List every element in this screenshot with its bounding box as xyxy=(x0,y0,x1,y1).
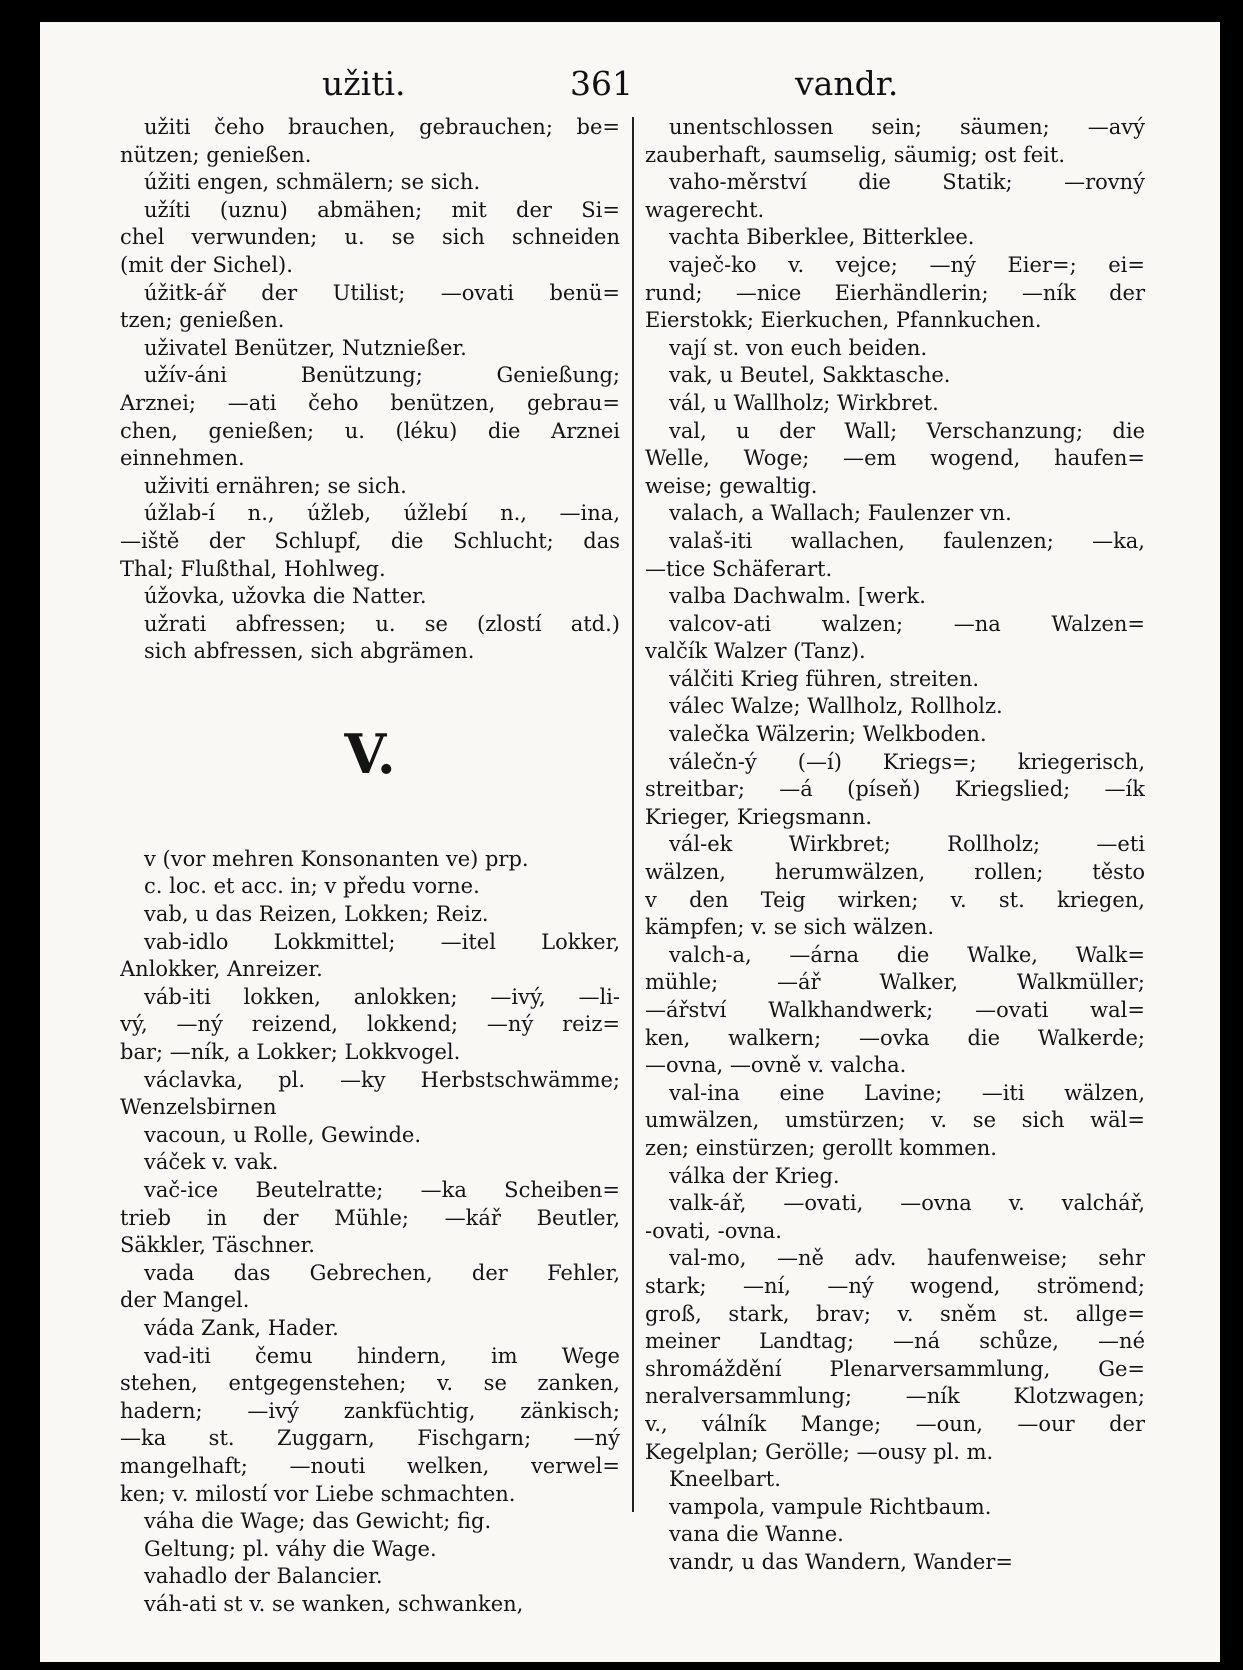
text-line: valečka Wälzerin; Welkboden. xyxy=(669,722,987,747)
text-line: váček v. vak. xyxy=(144,1150,279,1175)
text-line: Welle, Woge; —em wogend, haufen= xyxy=(645,446,1145,471)
text-line: valk-ář, —ovati, —ovna v. valchář, xyxy=(669,1191,1145,1216)
text-line: Geltung; pl. váhy die Wage. xyxy=(144,1536,437,1561)
text-line: Kneelbart. xyxy=(669,1467,781,1492)
text-line: vahadlo der Balancier. xyxy=(144,1564,383,1589)
text-line: úžlab-í n., úžleb, úžlebí n., —ina, xyxy=(144,501,620,526)
right-entries xyxy=(645,114,1145,1576)
text-line: váb-iti lokken, anlokken; —ivý, —li- xyxy=(144,984,620,1009)
header-right-guide-word: vandr. xyxy=(795,64,899,103)
text-line: užrati abfressen; u. se (zlostí atd.) xyxy=(144,611,620,636)
text-line: Eierstokk; Eierkuchen, Pfannkuchen. xyxy=(645,308,1042,333)
text-line: tzen; genießen. xyxy=(120,308,285,333)
text-line: streitbar; —á (píseň) Kriegslied; —ík xyxy=(645,777,1145,802)
text-line: užiti čeho brauchen, gebrauchen; be= xyxy=(144,115,620,139)
text-line: -ovati, -ovna. xyxy=(645,1218,782,1243)
text-line: Kegelplan; Gerölle; —ousy pl. m. xyxy=(645,1439,994,1464)
text-line: stehen, entgegenstehen; v. se zanken, xyxy=(120,1371,620,1396)
text-line: Krieger, Kriegsmann. xyxy=(645,804,873,829)
text-line: chen, genießen; u. (léku) die Arznei xyxy=(120,418,620,443)
text-line: val-mo, —ně adv. haufenweise; sehr xyxy=(669,1246,1145,1271)
left-column xyxy=(120,114,620,1644)
text-line: wälzen, herumwälzen, rollen; těsto xyxy=(645,860,1145,885)
text-line: vana die Wanne. xyxy=(669,1522,844,1547)
text-line: valcov-ati walzen; —na Walzen= xyxy=(669,611,1145,636)
text-line: —ovna, —ovně v. valcha. xyxy=(645,1053,907,1078)
text-line: val-ina eine Lavine; —iti wälzen, xyxy=(669,1080,1145,1105)
text-line: wagerecht. xyxy=(645,197,765,222)
text-line: neralversammlung; —ník Klotzwagen; xyxy=(645,1384,1145,1409)
text-line: válka der Krieg. xyxy=(669,1163,840,1188)
text-line: mühle; —ář Walker, Walkmüller; xyxy=(645,970,1145,995)
text-line: kämpfen; v. se sich wälzen. xyxy=(645,915,935,940)
text-line: vampola, vampule Richtbaum. xyxy=(669,1494,992,1519)
text-line: umwälzen, umstürzen; v. se sich wäl= xyxy=(645,1108,1145,1133)
text-line: zen; einstürzen; gerollt kommen. xyxy=(645,1135,997,1160)
text-line: václavka, pl. —ky Herbstschwämme; xyxy=(144,1067,620,1092)
text-line: ken, walkern; —ovka die Walkerde; xyxy=(645,1025,1145,1050)
left-entries-after-heading xyxy=(120,846,620,1619)
text-line: (mit der Sichel). xyxy=(120,252,293,277)
text-line: groß, stark, brav; v. sněm st. allge= xyxy=(645,1301,1145,1326)
text-line: vaječ-ko v. vejce; —ný Eier=; ei= xyxy=(669,252,1145,277)
text-line: bar; —ník, a Lokker; Lokkvogel. xyxy=(120,1040,461,1065)
text-line: vada das Gebrechen, der Fehler, xyxy=(144,1260,620,1285)
text-line: trieb in der Mühle; —kář Beutler, xyxy=(120,1205,620,1230)
text-line: váh-ati st v. se wanken, schwanken, xyxy=(144,1591,524,1616)
text-line: v., válník Mange; —oun, —our der xyxy=(645,1411,1145,1436)
page-number: 361 xyxy=(570,64,633,103)
text-line: vak, u Beutel, Sakktasche. xyxy=(669,363,951,388)
text-line: úžovka, užovka die Natter. xyxy=(144,584,427,609)
text-line: Säkkler, Täschner. xyxy=(120,1233,315,1258)
header-left-guide-word: užiti. xyxy=(322,64,406,103)
text-line: valba Dachwalm. [werk. xyxy=(669,584,926,609)
text-line: hadern; —ivý zankfüchtig, zänkisch; xyxy=(120,1398,620,1423)
text-line: úžiti engen, schmälern; se sich. xyxy=(144,170,481,195)
text-line: —tice Schäferart. xyxy=(645,556,833,581)
text-line: vandr, u das Wandern, Wander= xyxy=(669,1549,1013,1574)
section-letter-heading: V. xyxy=(344,721,396,786)
text-line: unentschlossen sein; säumen; —avý xyxy=(669,115,1145,139)
text-line: váda Zank, Hader. xyxy=(144,1315,339,1340)
text-line: uživiti ernähren; se sich. xyxy=(144,473,407,498)
text-line: válec Walze; Wallholz, Rollholz. xyxy=(669,694,1003,719)
text-line: vacoun, u Rolle, Gewinde. xyxy=(144,1122,422,1147)
text-line: meiner Landtag; —ná schůze, —né xyxy=(645,1329,1145,1354)
text-line: einnehmen. xyxy=(120,446,245,471)
text-line: ken; v. milostí vor Liebe schmachten. xyxy=(120,1481,516,1506)
text-line: uživatel Benützer, Nutznießer. xyxy=(144,335,467,360)
text-line: válečn-ý (—í) Kriegs=; kriegerisch, xyxy=(669,749,1145,774)
text-line: v den Teig wirken; v. st. kriegen, xyxy=(645,887,1145,912)
page-header xyxy=(40,64,1220,114)
text-line: shromáždění Plenarversammlung, Ge= xyxy=(645,1356,1145,1381)
text-line: váha die Wage; das Gewicht; fig. xyxy=(144,1509,492,1534)
text-line: sich abfressen, sich abgrämen. xyxy=(144,639,475,664)
dictionary-page xyxy=(40,22,1220,1662)
text-line: chel verwunden; u. se sich schneiden xyxy=(120,225,620,250)
text-line: vachta Biberklee, Bitterklee. xyxy=(669,225,975,250)
text-line: Wenzelsbirnen xyxy=(120,1095,277,1120)
left-entries-before-heading xyxy=(120,114,620,666)
text-line: valčík Walzer (Tanz). xyxy=(645,639,866,664)
text-line: —ka st. Zuggarn, Fischgarn; —ný xyxy=(120,1426,620,1451)
text-line: rund; —nice Eierhändlerin; —ník der xyxy=(645,280,1145,305)
text-line: c. loc. et acc. in; v předu vorne. xyxy=(144,874,480,899)
text-line: v (vor mehren Konsonanten ve) prp. xyxy=(144,846,529,871)
text-line: vaho-měrství die Statik; —rovný xyxy=(669,170,1145,195)
text-line: vab, u das Reizen, Lokken; Reiz. xyxy=(144,902,489,927)
text-line: Thal; Flußthal, Hohlweg. xyxy=(120,556,386,581)
text-line: vál-ek Wirkbret; Rollholz; —eti xyxy=(669,832,1145,857)
text-line: úžitk-ář der Utilist; —ovati benü= xyxy=(144,280,620,305)
right-column xyxy=(645,114,1145,1644)
text-line: válčiti Krieg führen, streiten. xyxy=(669,666,980,691)
text-line: weise; gewaltig. xyxy=(645,473,818,498)
text-line: val, u der Wall; Verschanzung; die xyxy=(669,418,1145,443)
text-line: valch-a, —árna die Walke, Walk= xyxy=(669,942,1145,967)
text-line: vač-ice Beutelratte; —ka Scheiben= xyxy=(144,1178,620,1202)
text-line: vál, u Wallholz; Wirkbret. xyxy=(669,390,939,415)
scan-edge-bar xyxy=(0,0,22,1670)
text-line: stark; —ní, —ný wogend, strömend; xyxy=(645,1273,1145,1298)
text-line: zauberhaft, saumselig, säumig; ost feit. xyxy=(645,142,1065,167)
text-line: vý, —ný reizend, lokkend; —ný reiz= xyxy=(120,1012,620,1037)
text-line: mangelhaft; —nouti welken, verwel= xyxy=(120,1453,620,1478)
text-line: vají st. von euch beiden. xyxy=(669,335,928,360)
text-line: Anlokker, Anreizer. xyxy=(120,957,323,982)
text-line: valach, a Wallach; Faulenzer vn. xyxy=(669,501,1012,526)
text-line: valaš-iti wallachen, faulenzen; —ka, xyxy=(669,528,1145,553)
text-line: užíti (uznu) abmähen; mit der Si= xyxy=(144,197,620,222)
text-line: vad-iti čemu hindern, im Wege xyxy=(144,1343,620,1368)
column-divider xyxy=(632,117,634,1512)
text-line: —iště der Schlupf, die Schlucht; das xyxy=(120,528,620,553)
text-line: der Mangel. xyxy=(120,1288,250,1313)
text-line: vab-idlo Lokkmittel; —itel Lokker, xyxy=(144,929,620,954)
text-line: užív-áni Benützung; Genießung; xyxy=(144,363,620,388)
text-line: nützen; genießen. xyxy=(120,142,312,167)
text-line: —ářství Walkhandwerk; —ovati wal= xyxy=(645,998,1145,1022)
text-line: Arznei; —ati čeho benützen, gebrau= xyxy=(120,390,620,415)
